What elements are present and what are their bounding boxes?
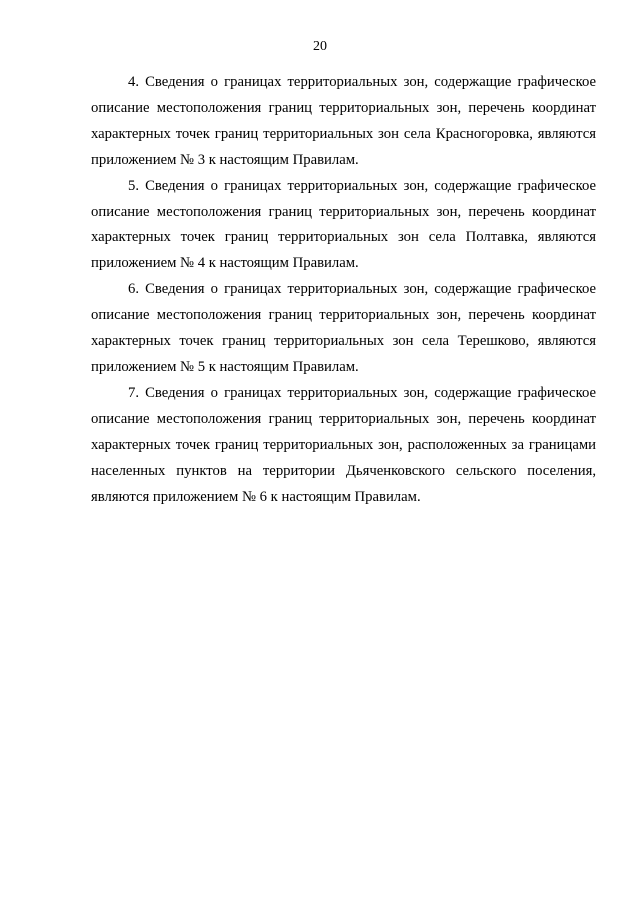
paragraph-item-7: 7. Сведения о границах территориальных зон, содержащие графическое описание местоположения границ территориальных зон, перечень координат характерных точек границ территориальных зон, расположенных за границами населенных пунктов на территории Дьяченковского сельского поселения, являются приложением № 6 к настоящим Правилам. [91,384,596,505]
paragraph-item-4: 4. Сведения о границах территориальных зон, содержащие графическое описание местоположения границ территориальных зон, перечень координат характерных точек границ территориальных зон села Красногоровка, являются приложением № 3 к настоящим Правилам. [91,74,596,168]
paragraph-item-5: 5. Сведения о границах территориальных зон, содержащие графическое описание местоположения границ территориальных зон, перечень координат характерных точек границ территориальных зон села Полтавка, являются приложением № 4 к настоящим Правилам. [91,177,596,272]
document-body [91,70,596,510]
page-number: 20 [313,39,327,54]
paragraph-item-6: 6. Сведения о границах территориальных зон, содержащие графическое описание местоположения границ территориальных зон, перечень координат характерных точек границ территориальных зон села Терешково, являются приложением № 5 к настоящим Правилам. [91,281,596,375]
